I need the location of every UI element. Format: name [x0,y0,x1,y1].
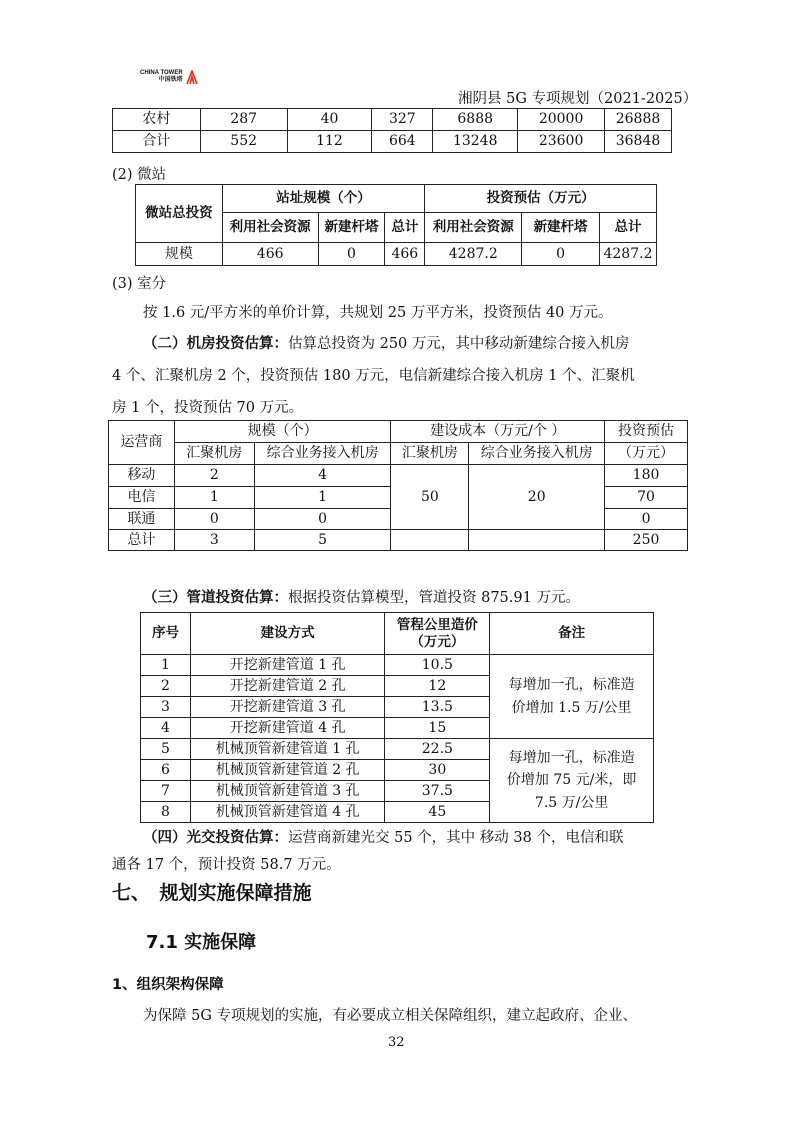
cell: 新建杆塔 [522,213,600,243]
cell: 6 [141,760,191,781]
page-number: 32 [388,1035,405,1050]
logo-en: CHINA TOWER [140,70,183,77]
cell [385,613,490,655]
header-line: （万元） [410,633,465,650]
cell: （万元） [605,443,688,465]
text: 运营商新建光交 55 个，其中 移动 38 个，电信和联 [288,830,624,846]
cell: 664 [372,131,433,153]
cell: 50 [391,465,469,530]
paragraph: 为保障 5G 专项规划的实施，有必要成立相关保障组织，建立起政府、企业、 [143,1008,638,1024]
cell: 23600 [518,131,605,153]
cell: 机械顶管新建管道 2 孔 [190,760,385,781]
cell: 备注 [490,613,654,655]
cell: 综合业务接入机房 [254,443,391,465]
cell: 移动 [109,465,175,487]
cell: 总计 [385,213,425,243]
bold-heading: （三）管道投资估算： [143,590,288,606]
cell: 0 [174,509,254,530]
cell: 0 [522,243,600,266]
cell: 开挖新建管道 3 孔 [190,697,385,718]
paragraph: 按 1.6 元/平方米的单价计算，共规划 25 万平方米，投资预估 40 万元。 [143,305,613,321]
running-header: 湘阴县 5G 专项规划（2021-2025） [458,91,698,107]
cell: 45 [385,802,490,823]
cell: 运营商 [109,421,175,465]
paragraph: 4 个、汇聚机房 2 个，投资预估 180 万元，电信新建综合接入机房 1 个、汇聚机 [112,368,635,384]
cell: 4287.2 [599,243,656,266]
cell: 建设成本（万元/个 ） [391,421,605,443]
table-micro-station [135,184,657,266]
paragraph [143,826,623,847]
cell: 7 [141,781,191,802]
cell: 5 [141,739,191,760]
table-row [109,530,688,551]
cell: 微站总投资 [136,185,223,243]
text: 估算总投资为 250 万元，其中移动新建综合接入机房 [288,336,630,352]
cell: 电信 [109,487,175,509]
table-base-station-continued [112,108,672,153]
table-row [109,465,688,487]
cell: 规模（个） [174,421,391,443]
cell: 287 [200,109,287,131]
cell: 37.5 [385,781,490,802]
cell: 466 [385,243,425,266]
cell: 20 [469,465,605,530]
cell: 2 [174,465,254,487]
cell: 2 [141,676,191,697]
cell: 4287.2 [425,243,522,266]
cell: 0 [605,509,688,530]
tower-logo-icon [186,70,198,84]
table-pipeline [140,612,654,823]
cell: 投资预估 [605,421,688,443]
section-heading: 7.1 实施保障 [146,932,257,953]
cell: 30 [385,760,490,781]
subsection-heading: 1、组织架构保障 [112,977,224,993]
cell: 0 [318,243,385,266]
table-row [113,131,672,153]
text: 根据投资估算模型，管道投资 875.91 万元。 [288,590,580,606]
table-machine-room [108,420,688,551]
cell: 1 [174,487,254,509]
cell: 40 [287,109,372,131]
table-row [136,185,657,213]
cell: 36848 [605,131,672,153]
cell: 利用社会资源 [425,213,522,243]
cell: 12 [385,676,490,697]
cell: 总计 [599,213,656,243]
paragraph [143,586,580,607]
note-cell: 每增加一孔，标准造价增加 1.5 万/公里 [490,655,654,739]
cell: 规模 [136,243,223,266]
cell: 建设方式 [190,613,385,655]
cell: 机械顶管新建管道 3 孔 [190,781,385,802]
cell: 250 [605,530,688,551]
cell: 1 [141,655,191,676]
cell: 13.5 [385,697,490,718]
cell: 合计 [113,131,201,153]
cell: 综合业务接入机房 [469,443,605,465]
cell: 总计 [109,530,175,551]
cell: 552 [200,131,287,153]
cell: 联通 [109,509,175,530]
cell: 327 [372,109,433,131]
section-indoor: (3) 室分 [112,276,167,292]
cell: 3 [174,530,254,551]
table-row [141,613,654,655]
cell: 20000 [518,109,605,131]
table-row [109,421,688,443]
cell: 新建杆塔 [318,213,385,243]
chapter-heading: 七、 规划实施保障措施 [112,882,312,904]
note-cell: 每增加一孔，标准造价增加 75 元/米，即 7.5 万/公里 [490,739,654,823]
cell: 1 [254,487,391,509]
cell: 汇聚机房 [391,443,469,465]
header-line: 管程公里造价 [396,617,478,634]
bold-heading: （二）机房投资估算： [143,336,288,352]
cell: 农村 [113,109,201,131]
bold-heading: （四）光交投资估算： [143,830,288,846]
paragraph: 通各 17 个，预计投资 58.7 万元。 [112,857,341,873]
cell: 开挖新建管道 4 孔 [190,718,385,739]
cell: 112 [287,131,372,153]
cell: 22.5 [385,739,490,760]
paragraph: 房 1 个，投资预估 70 万元。 [112,400,304,416]
table-row [113,109,672,131]
cell: 6888 [433,109,518,131]
cell: 70 [605,487,688,509]
table-row [141,739,654,760]
cell: 汇聚机房 [174,443,254,465]
cell: 15 [385,718,490,739]
cell: 4 [141,718,191,739]
cell: 466 [222,243,318,266]
cell: 机械顶管新建管道 1 孔 [190,739,385,760]
section-micro-station: (2) 微站 [112,167,167,183]
cell: 180 [605,465,688,487]
cell: 序号 [141,613,191,655]
cell: 机械顶管新建管道 4 孔 [190,802,385,823]
paragraph [143,332,629,353]
cell: 站址规模（个） [222,185,425,213]
cell: 利用社会资源 [222,213,318,243]
table-row [109,443,688,465]
cell: 13248 [433,131,518,153]
cell: 8 [141,802,191,823]
cell: 3 [141,697,191,718]
cell: 5 [254,530,391,551]
cell: 0 [254,509,391,530]
china-tower-logo [140,70,198,84]
cell: 26888 [605,109,672,131]
cell: 开挖新建管道 1 孔 [190,655,385,676]
cell: 10.5 [385,655,490,676]
table-row [136,243,657,266]
cell: 4 [254,465,391,487]
cell: 开挖新建管道 2 孔 [190,676,385,697]
cell: 投资预估（万元） [425,185,657,213]
logo-cn: 中国铁塔 [158,77,183,83]
table-row [141,655,654,676]
